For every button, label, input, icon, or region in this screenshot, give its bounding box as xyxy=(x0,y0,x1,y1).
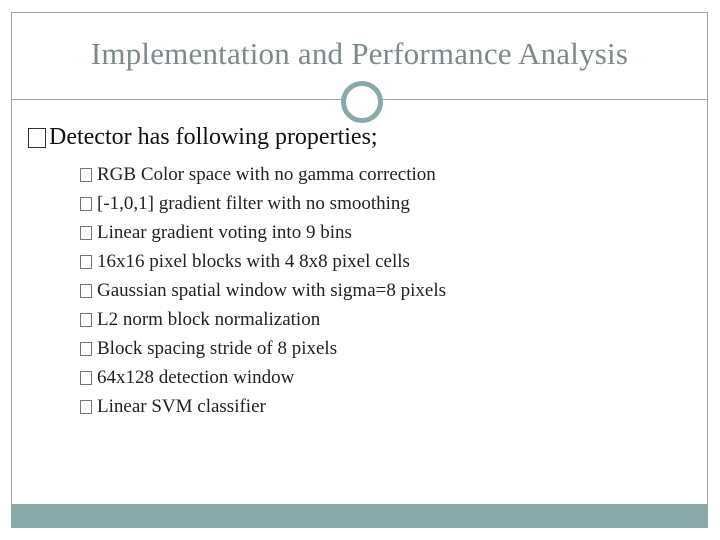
list-item: Block spacing stride of 8 pixels xyxy=(80,334,446,363)
square-bullet-icon xyxy=(80,342,92,356)
square-bullet-icon xyxy=(80,400,92,414)
square-bullet-icon xyxy=(80,371,92,385)
list-item: RGB Color space with no gamma correction xyxy=(80,160,446,189)
square-bullet-icon xyxy=(80,168,92,182)
square-bullet-icon xyxy=(80,197,92,211)
slide-title: Implementation and Performance Analysis xyxy=(90,36,629,71)
square-bullet-icon xyxy=(80,313,92,327)
list-item: Linear SVM classifier xyxy=(80,392,446,421)
title-divider-right xyxy=(381,99,707,100)
square-bullet-icon xyxy=(80,284,92,298)
square-bullet-icon xyxy=(80,255,92,269)
list-item: L2 norm block normalization xyxy=(80,305,446,334)
bullet-heading xyxy=(28,124,378,151)
square-bullet-icon xyxy=(28,128,46,148)
ring-ornament-icon xyxy=(341,81,383,123)
square-bullet-icon xyxy=(80,226,92,240)
property-list xyxy=(80,160,446,421)
heading-text: Detector has following properties; xyxy=(49,124,378,150)
list-item: Gaussian spatial window with sigma=8 pixels xyxy=(80,276,446,305)
title-divider-left xyxy=(12,99,342,100)
footer-bar xyxy=(11,504,708,528)
list-item: 64x128 detection window xyxy=(80,363,446,392)
list-item: Linear gradient voting into 9 bins xyxy=(80,218,446,247)
list-item: 16x16 pixel blocks with 4 8x8 pixel cells xyxy=(80,247,446,276)
list-item: [-1,0,1] gradient filter with no smoothing xyxy=(80,189,446,218)
